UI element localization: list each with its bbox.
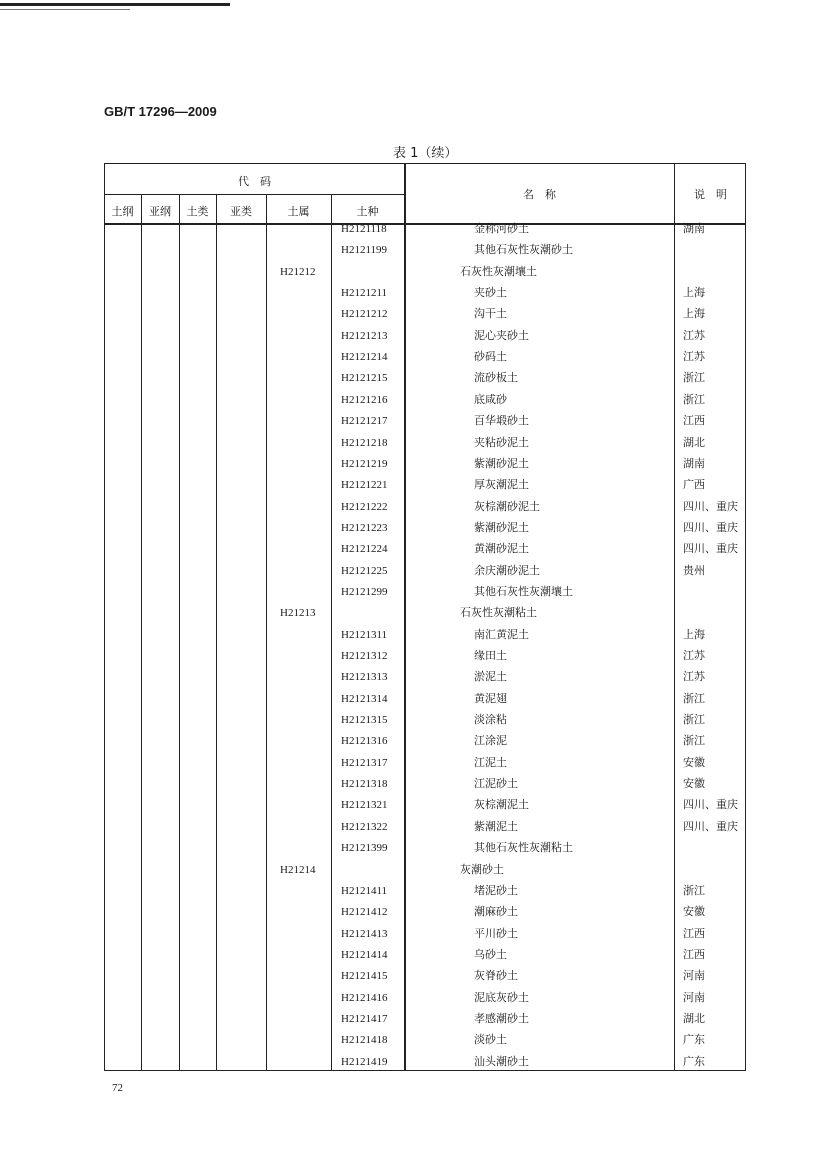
region-note: 江苏 [683, 670, 705, 683]
soil-name: 淡砂土 [474, 1033, 507, 1046]
col-divider [674, 163, 675, 1071]
soil-name: 余庆潮砂泥土 [474, 564, 540, 577]
soil-name: 淡涂粘 [474, 713, 507, 726]
soil-name: 乌砂土 [474, 948, 507, 961]
region-note: 浙江 [683, 692, 705, 705]
region-note: 安徽 [683, 756, 705, 769]
soil-name: 其他石灰性灰潮粘土 [474, 841, 573, 854]
region-note: 河南 [683, 991, 705, 1004]
region-note: 湖北 [683, 1012, 705, 1025]
region-note: 广西 [683, 478, 705, 491]
series-code: H2121211 [341, 287, 388, 299]
soil-name: 灰棕潮砂泥土 [474, 500, 540, 513]
series-code: H2121222 [341, 501, 388, 513]
col-divider [404, 163, 406, 1071]
soil-name: 堵泥砂土 [474, 884, 518, 897]
region-note: 浙江 [683, 713, 705, 726]
region-note: 浙江 [683, 884, 705, 897]
soil-name: 砂码土 [474, 350, 507, 363]
soil-name: 汕头潮砂土 [474, 1055, 529, 1068]
soil-name: 灰脊砂土 [474, 969, 518, 982]
region-note: 四川、重庆 [683, 798, 738, 811]
series-code: H2121313 [341, 671, 388, 683]
series-code: H2121416 [341, 992, 388, 1004]
region-note: 上海 [683, 628, 705, 641]
series-code: H2121118 [341, 223, 387, 235]
soil-name: 潮麻砂土 [474, 905, 518, 918]
soil-name: 百华塅砂土 [474, 414, 529, 427]
region-note: 四川、重庆 [683, 500, 738, 513]
soil-name: 石灰性灰潮粘土 [460, 606, 537, 619]
region-note: 江西 [683, 414, 705, 427]
series-code: H2121315 [341, 714, 388, 726]
soil-name: 缘田土 [474, 649, 507, 662]
series-code: H2121413 [341, 928, 388, 940]
region-note: 安徽 [683, 777, 705, 790]
soil-name: 黄泥翅 [474, 692, 507, 705]
soil-name: 平川砂土 [474, 927, 518, 940]
series-code: H2121418 [341, 1034, 388, 1046]
series-code: H2121223 [341, 522, 388, 534]
region-note: 湖北 [683, 436, 705, 449]
series-code: H2121321 [341, 799, 388, 811]
soil-name: 沟干土 [474, 307, 507, 320]
region-note: 江苏 [683, 649, 705, 662]
series-code: H2121316 [341, 735, 388, 747]
soil-name: 江泥土 [474, 756, 507, 769]
soil-name: 泥心夹砂土 [474, 329, 529, 342]
soil-name: 其他石灰性灰潮壤土 [474, 585, 573, 598]
col-header-subgroup: 亚类 [230, 205, 252, 218]
soil-name: 夹粘砂泥土 [474, 436, 529, 449]
series-code: H2121317 [341, 757, 388, 769]
soil-name: 孝感潮砂土 [474, 1012, 529, 1025]
col-header-series: 土种 [356, 205, 379, 218]
region-note: 广东 [683, 1055, 705, 1068]
region-note: 江西 [683, 927, 705, 940]
col-header-group: 土类 [186, 205, 209, 218]
soil-name: 流砂板土 [474, 371, 518, 384]
col-header-name: 名 称 [523, 188, 556, 201]
soil-name: 江泥砂土 [474, 777, 518, 790]
family-code: H21212 [280, 266, 316, 278]
series-code: H2121314 [341, 693, 388, 705]
top-rule-thin [0, 9, 130, 10]
soil-name: 紫潮砂泥土 [474, 521, 529, 534]
series-code: H2121212 [341, 308, 388, 320]
soil-name: 南汇黄泥土 [474, 628, 529, 641]
series-code: H2121417 [341, 1013, 388, 1025]
region-note: 河南 [683, 969, 705, 982]
col-divider [141, 194, 142, 1071]
col-divider [331, 194, 332, 1071]
region-note: 广东 [683, 1033, 705, 1046]
series-code: H2121214 [341, 351, 388, 363]
series-code: H2121411 [341, 885, 388, 897]
series-code: H2121414 [341, 949, 388, 961]
soil-name: 灰潮砂土 [460, 863, 504, 876]
standard-number: GB/T 17296—2009 [104, 104, 217, 119]
series-code: H2121221 [341, 479, 388, 491]
region-note: 湖南 [683, 222, 705, 235]
series-code: H2121311 [341, 629, 388, 641]
series-code: H2121412 [341, 906, 388, 918]
soil-name: 厚灰潮泥土 [474, 478, 529, 491]
series-code: H2121419 [341, 1056, 388, 1068]
soil-name: 紫潮砂泥土 [474, 457, 529, 470]
family-code: H21213 [280, 607, 316, 619]
series-code: H2121399 [341, 842, 388, 854]
series-code: H2121224 [341, 543, 388, 555]
col-header-suborder: 亚纲 [149, 205, 171, 218]
col-divider [216, 194, 217, 1071]
series-code: H2121322 [341, 821, 388, 833]
top-rule [0, 3, 230, 6]
region-note: 上海 [683, 307, 705, 320]
region-note: 贵州 [683, 564, 705, 577]
region-note: 浙江 [683, 393, 705, 406]
soil-name: 金称河砂土 [474, 222, 529, 235]
region-note: 四川、重庆 [683, 542, 738, 555]
col-header-family: 土属 [287, 205, 310, 218]
region-note: 江苏 [683, 350, 705, 363]
region-note: 湖南 [683, 457, 705, 470]
series-code: H2121215 [341, 372, 388, 384]
region-note: 浙江 [683, 734, 705, 747]
series-code: H2121217 [341, 415, 388, 427]
soil-name: 底咸砂 [474, 393, 507, 406]
soil-name: 黄潮砂泥土 [474, 542, 529, 555]
soil-name: 石灰性灰潮壤土 [460, 265, 537, 278]
region-note: 浙江 [683, 371, 705, 384]
soil-name: 淤泥土 [474, 670, 507, 683]
region-note: 江苏 [683, 329, 705, 342]
region-note: 四川、重庆 [683, 820, 738, 833]
region-note: 安徽 [683, 905, 705, 918]
series-code: H2121199 [341, 244, 388, 256]
series-code: H2121299 [341, 586, 388, 598]
series-code: H2121216 [341, 394, 388, 406]
region-note: 江西 [683, 948, 705, 961]
header-group-divider [104, 194, 405, 195]
series-code: H2121213 [341, 330, 388, 342]
soil-name: 灰棕潮泥土 [474, 798, 529, 811]
col-divider [266, 194, 267, 1071]
series-code: H2121225 [341, 565, 388, 577]
soil-code-table [104, 163, 746, 1071]
soil-name: 夹砂土 [474, 286, 507, 299]
col-header-note: 说 明 [694, 188, 727, 201]
col-divider [179, 194, 180, 1071]
table-caption: 表 1（续） [393, 146, 458, 161]
soil-name: 泥底灰砂土 [474, 991, 529, 1004]
family-code: H21214 [280, 864, 316, 876]
soil-name: 紫潮泥土 [474, 820, 518, 833]
series-code: H2121312 [341, 650, 388, 662]
series-code: H2121219 [341, 458, 388, 470]
header-bottom-rule [104, 223, 746, 225]
col-header-order: 土纲 [111, 205, 134, 218]
soil-name: 江涂泥 [474, 734, 507, 747]
soil-name: 其他石灰性灰潮砂土 [474, 243, 573, 256]
code-group-header: 代 码 [238, 175, 271, 188]
series-code: H2121318 [341, 778, 388, 790]
region-note: 上海 [683, 286, 705, 299]
region-note: 四川、重庆 [683, 521, 738, 534]
series-code: H2121218 [341, 437, 388, 449]
page-number: 72 [112, 1082, 123, 1094]
series-code: H2121415 [341, 970, 388, 982]
